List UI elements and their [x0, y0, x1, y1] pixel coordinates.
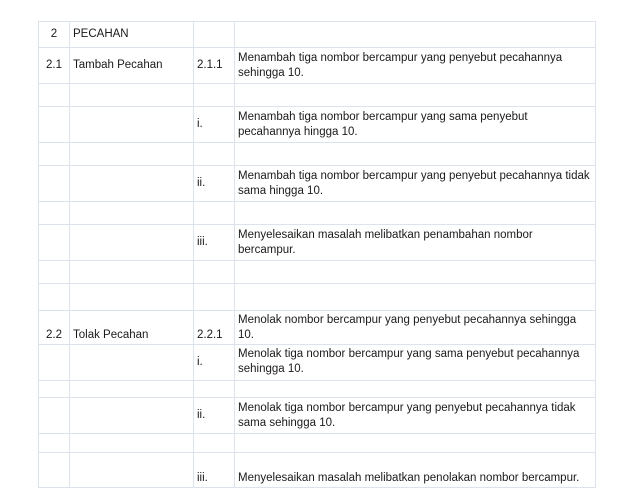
- item-text: Menolak tiga nombor bercampur yang penyebut pecahannya tidak sama sehingga 10.: [235, 398, 596, 434]
- item-code: ii.: [194, 166, 235, 202]
- item-text: Menolak tiga nombor bercampur yang sama penyebut pecahannya sehingga 10.: [235, 345, 596, 381]
- table-row: [39, 381, 596, 398]
- item-code: 2.1.1: [194, 48, 235, 84]
- syllabus-table: [38, 21, 596, 488]
- item-code: i.: [194, 107, 235, 143]
- table-row: [39, 166, 596, 202]
- table-row: [39, 345, 596, 381]
- subsection-number: 2.1: [39, 48, 70, 84]
- table-row: [39, 202, 596, 225]
- item-code: 2.2.1: [194, 311, 235, 345]
- table-row: [39, 107, 596, 143]
- table-row: [39, 453, 596, 488]
- subsection-number: 2.2: [39, 311, 70, 345]
- item-text: Menolak nombor bercampur yang penyebut pecahannya sehingga 10.: [235, 311, 596, 345]
- table-row: [39, 398, 596, 434]
- table-row: [39, 311, 596, 345]
- table-row: [39, 48, 596, 84]
- item-code: i.: [194, 345, 235, 381]
- table-row: [39, 225, 596, 261]
- item-code: ii.: [194, 398, 235, 434]
- item-text: Menambah tiga nombor bercampur yang sama penyebut pecahannya hingga 10.: [235, 107, 596, 143]
- item-text: Menyelesaikan masalah melibatkan penambahan nombor bercampur.: [235, 225, 596, 261]
- item-code: iii.: [194, 453, 235, 488]
- item-text: Menambah tiga nombor bercampur yang penyebut pecahannya sehingga 10.: [235, 48, 596, 84]
- table-row: [39, 143, 596, 166]
- item-text: Menyelesaikan masalah melibatkan penolakan nombor bercampur.: [235, 453, 596, 488]
- table-row: [39, 261, 596, 284]
- item-code: iii.: [194, 225, 235, 261]
- subsection-title: Tolak Pecahan: [70, 311, 194, 345]
- table-row: [39, 84, 596, 107]
- section-title: PECAHAN: [70, 22, 194, 48]
- table-row: [39, 22, 596, 48]
- section-number: 2: [39, 22, 70, 48]
- table-row: [39, 434, 596, 453]
- item-text: Menambah tiga nombor bercampur yang penyebut pecahannya tidak sama hingga 10.: [235, 166, 596, 202]
- table-row: [39, 284, 596, 311]
- subsection-title: Tambah Pecahan: [70, 48, 194, 84]
